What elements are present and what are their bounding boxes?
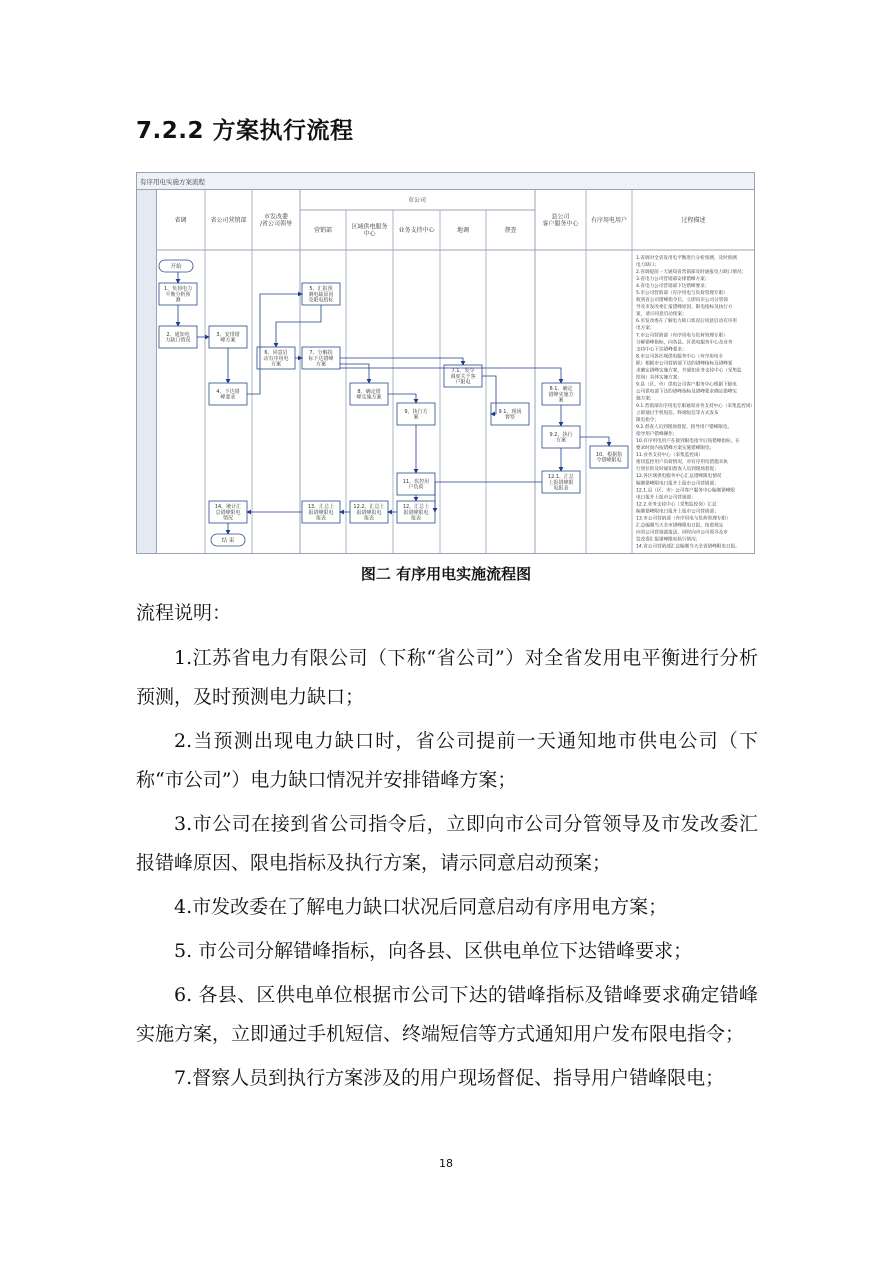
process-description-line: 编制错峰限电日报并上报市公司营销部； [636, 509, 719, 515]
process-description-line: 11.业务支持中心（采集监控岗） [636, 453, 704, 459]
section-heading: 7.2.2 方案执行流程 [136, 118, 354, 144]
flow-step-label-s71: 7.1、发令调度关于客户限电 [450, 368, 476, 386]
process-description-line: 收到省公司错峰指令后，立即向市公司分管领 [636, 298, 728, 304]
flow-step-label-s14: 14、统计汇总错峰限电情况 [214, 504, 242, 522]
figure-title: 有序用电实施方案流程 [140, 178, 205, 186]
flow-description [136, 594, 758, 1103]
flowchart-figure [136, 172, 755, 554]
lane-header-11: 过程描述 [681, 217, 706, 225]
flow-step-label-s4: 4、下达错峰要求 [216, 388, 240, 401]
lane-header-7: 地调 [456, 227, 470, 235]
flow-item-5: 5. 市公司分解错峰指标，向各县、区供电单位下达错峰要求； [174, 940, 693, 962]
process-description-line: 立即通过手机短信、终端短信等方式发布 [636, 410, 719, 416]
process-description-line: 9.县（区、市）供电公司客户服务中心根据下级电 [636, 382, 737, 388]
flow-step-label-s10: 10、根据指令错峰限电 [595, 451, 623, 464]
process-description-line: 向省公司营销部报送，同时向市公司领导及市 [636, 530, 728, 536]
process-description-line: 电力缺口； [636, 262, 659, 268]
lane-header-9: 县公司客户服务中心 [542, 213, 579, 228]
page-number: 18 [439, 1157, 453, 1170]
flow-terminal-label-end: 结 束 [221, 537, 235, 544]
flow-step-label-s7: 7、分解指标下达错峰方案 [308, 350, 334, 368]
flow-step-label-s122: 12.2、汇总上报错峰报电报表 [353, 504, 385, 522]
process-description-line: 案，请示同意启动预案； [636, 312, 687, 318]
process-description-line: 2.省调提前一天通知省营销部及时通报电力缺口情况； [636, 269, 747, 275]
process-description-line: 分解错峰指标，向各县、区供电服务中心及业务 [636, 340, 733, 346]
process-description-line: 3.省电力公司营销部安排错峰方案； [636, 276, 710, 282]
flow-step-label-s3: 3、安排错峰方案 [216, 331, 240, 344]
process-description-line: 发改委汇报错峰限电执行情况； [636, 537, 701, 543]
process-description-line: 公司供电部下达的错峰指标及错峰要求确定错峰实 [636, 389, 738, 395]
process-description-line: 4.省电力公司营销部下达错峰要求； [636, 283, 710, 289]
flow-step-label-s81: 8.1、确定错峰实施方案 [548, 386, 574, 404]
process-description-line: 8.市公司各区域供电服务中心（有序用电专 [636, 354, 724, 360]
process-description-line: 职）根据市公司营销部下达的错峰指标及错峰要 [636, 361, 733, 367]
flow-step-label-s12: 12、汇总上报错峰限电报表 [402, 504, 430, 522]
flow-item-3: 3.市公司在接到省公司指令后，立即向市公司分管领导及市发改委汇报错峰原因、限电指标及执行方案，请示同意启动预案； [136, 813, 758, 874]
process-description-line: 限电指令； [636, 417, 659, 423]
flow-step-label-s13: 13、汇总上报错峰限电报表 [307, 504, 335, 522]
process-description-line: 编制错峰限电日报并上报市公司营销部； [636, 481, 719, 487]
process-description-line: 汇总编制当天全市错峰限电日报，按照规定 [636, 523, 724, 529]
process-description-line: 6.市发改委在了解电力缺口状况后同意启动有序用 [636, 319, 737, 325]
process-description-line: 13.市公司营销部（有序用电与负荷管理专职） [636, 516, 731, 522]
flow-step-label-s121: 12.1、汇总上报错峰限电报表 [547, 474, 575, 492]
flow-terminal-label-start: 开始 [170, 263, 182, 270]
process-description-line: 要求时间内按错峰方案实施错峰限电； [636, 446, 715, 452]
process-description-line: 控岗）具体实施方案； [636, 375, 682, 381]
lane-header-4: 营销部 [313, 227, 333, 235]
lane-header-5: 区域供电服务中心 [351, 223, 388, 238]
process-description-line: 支持中心下达错峰要求； [636, 347, 687, 353]
flow-item-4: 4.市发改委在了解电力缺口状况后同意启动有序用电方案； [174, 896, 668, 918]
figure-caption: 图二 有序用电实施流程图 [360, 565, 532, 583]
flow-item-2: 2.当预测出现电力缺口时，省公司提前一天通知地市供电公司（下称“市公司”）电力缺口情况并安排错峰方案； [136, 730, 758, 791]
flow-step-label-s92: 9.2、执行方案 [549, 431, 573, 444]
lane-header-10: 有序用电用户 [590, 217, 628, 225]
flow-step-label-s1: 1、负荷电力平衡分析预测 [163, 286, 193, 304]
process-description-line: 导及市发改委汇报错峰原因、限电指标及执行方 [636, 305, 733, 311]
process-description-line: 电日报并上报市公司营销部； [636, 495, 696, 501]
flow-item-7: 7.督察人员到执行方案涉及的用户现场督促、指导用户错峰限电； [174, 1067, 725, 1089]
flow-step-label-s9: 9、执行方案 [404, 408, 428, 421]
flow-step-label-s5: 5、汇报预测电缺原因及限电指标 [308, 286, 334, 304]
process-description-line: 9.1.营销部有序用电专职通知业务支持中心（采集监控岗） [636, 403, 755, 409]
process-description-line: 密切监控用户负荷情况，对有序用电措施未执 [636, 460, 728, 466]
process-description-line: 12.2.业务支持中心（采集监控岗）汇总 [636, 502, 717, 508]
flow-step-label-s8: 8、确定错峰实施方案 [356, 388, 382, 401]
process-description-line: 10.有序用电用户在接到限电指令后按错峰指标，在 [636, 438, 740, 444]
flow-step-label-s2: 2、通知电力缺口情况 [165, 331, 191, 344]
process-description-line: 施方案； [636, 396, 655, 402]
process-description-line: 1.省调对全省发用电平衡进行分析预测，及时预测 [636, 255, 737, 261]
lane-header-8: 督查 [504, 227, 517, 235]
flow-intro: 流程说明： [136, 602, 232, 624]
process-description-line: 5.市公司营销部（有序用电与负荷管理专职） [636, 290, 728, 296]
flow-item-6: 6. 各县、区供电单位根据市公司下达的错峰指标及错峰要求确定错峰实施方案，立即通过手机短信、终端短信等方式通知用户发布限电指令； [136, 984, 758, 1045]
lane-header-3: 市发改委/省公司领导 [259, 213, 293, 228]
process-description-line: 14.省公司营销部汇总编制当天全省错峰限电日报。 [636, 544, 740, 550]
process-description-line: 行到位的及时通知督查人员到现场督促； [636, 467, 719, 473]
flow-step-label-s6: 6、同意启动有序用电方案 [263, 350, 289, 368]
lane-header-1: 省调 [174, 217, 187, 225]
flow-step-label-s91: 9.1、现场督察 [498, 408, 522, 421]
process-description-line: 9.2.督查人员到现场督促、指导用户错峰限电， [636, 424, 733, 430]
process-description-line: 求确定错峰实施方案，并通知业务支持中心（采集监 [636, 368, 742, 374]
process-description-line: 12.1.县（区、市）公司客户服务中心编制错峰限 [636, 488, 735, 494]
process-description-line: 7.市公司营销部（有序用电与负荷管理专职） [636, 333, 728, 339]
process-description-line: 电方案； [636, 326, 655, 332]
process-description-line: 指导用户错峰操作； [636, 431, 678, 437]
process-description-line: 12.各区域供电服务中心汇总错峰限电情况 [636, 474, 722, 480]
lane-group-label: 市公司 [407, 197, 427, 204]
flow-item-1: 1.江苏省电力有限公司（下称“省公司”）对全省发用电平衡进行分析预测，及时预测电力缺口； [136, 647, 758, 708]
flow-step-label-s11: 11、监控用户负荷 [402, 478, 430, 491]
lane-header-6: 业务支持中心 [398, 227, 435, 235]
lane-header-2: 省公司营销部 [210, 217, 247, 225]
